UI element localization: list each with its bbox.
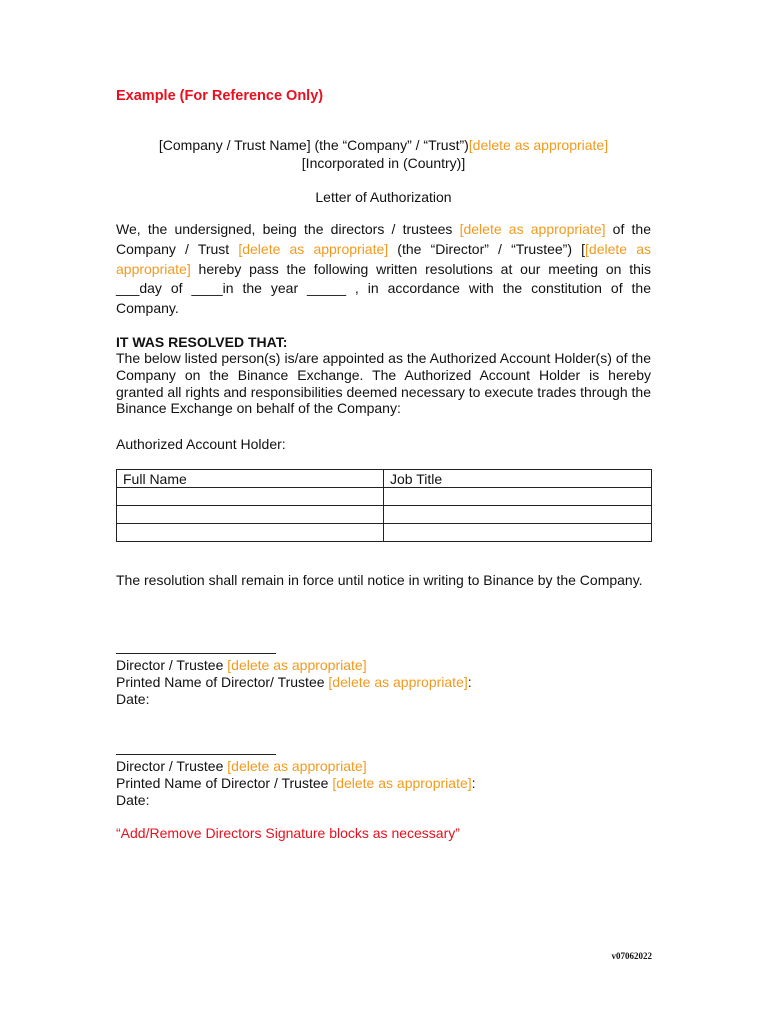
printed-name-label: Printed Name of Director/ Trustee xyxy=(116,674,329,690)
company-name-line xyxy=(116,137,651,153)
add-remove-note: “Add/Remove Directors Signature blocks as necessary” xyxy=(116,825,460,841)
printed-name-line xyxy=(116,775,476,791)
column-header-job-title: Job Title xyxy=(384,470,652,488)
printed-name-note: [delete as appropriate] xyxy=(328,674,468,690)
incorporated-line: [Incorporated in (Country)] xyxy=(301,155,466,171)
table-cell-job-title[interactable] xyxy=(384,506,652,524)
resolution-body: The below listed person(s) is/are appointed as the Authorized Account Holder(s) of the Company on the Binance Exchange. The Authorized Account Holder is hereby granted all rights and responsibilities deemed necessary to execute trades through the Binance Exchange on behalf of the Company: xyxy=(116,350,651,417)
table-header-row xyxy=(117,470,652,488)
signature-role: Director / Trustee xyxy=(116,657,228,673)
signature-role-note: [delete as appropriate] xyxy=(227,758,367,774)
intro-text-3: (the “Director” / “Trustee”) [ xyxy=(388,240,586,257)
company-delete-note: [delete as appropriate] xyxy=(468,137,609,153)
table-cell-job-title[interactable] xyxy=(384,524,652,542)
date-label: Date: xyxy=(116,691,150,707)
version-code: v07062022 xyxy=(611,951,652,961)
signature-line[interactable] xyxy=(116,754,276,755)
holder-label: Authorized Account Holder: xyxy=(116,436,286,452)
example-label: Example (For Reference Only) xyxy=(116,88,324,104)
printed-name-line xyxy=(116,674,472,690)
company-name-text: [Company / Trust Name] (the “Company” / “Trust”) xyxy=(158,137,469,153)
intro-text-4: hereby pass the following written resolutions at our meeting on this ___day of ____in the year _____ , in accordance with the constitution of the Company. xyxy=(116,260,651,317)
printed-name-label: Printed Name of Director / Trustee xyxy=(116,775,333,791)
date-label: Date: xyxy=(116,792,150,808)
intro-paragraph xyxy=(116,220,651,319)
intro-text-1: We, the undersigned, being the directors / trustees xyxy=(116,221,460,237)
table-row xyxy=(117,524,652,542)
signature-role-line xyxy=(116,758,367,774)
table-row xyxy=(117,506,652,524)
account-holder-table xyxy=(116,469,652,542)
intro-note-1: [delete as appropriate] xyxy=(459,221,606,237)
table-cell-job-title[interactable] xyxy=(384,488,652,506)
signature-role-line xyxy=(116,657,367,673)
printed-name-note: [delete as appropriate] xyxy=(332,775,472,791)
resolution-heading: IT WAS RESOLVED THAT: xyxy=(116,334,288,350)
closing-paragraph: The resolution shall remain in force until notice in writing to Binance by the Company. xyxy=(116,572,643,588)
column-header-full-name: Full Name xyxy=(117,470,384,488)
table-cell-full-name[interactable] xyxy=(117,506,384,524)
table-cell-full-name[interactable] xyxy=(117,488,384,506)
signature-role: Director / Trustee xyxy=(116,758,228,774)
intro-note-2: [delete as appropriate] xyxy=(238,240,389,257)
printed-name-suffix: : xyxy=(467,674,472,690)
table-cell-full-name[interactable] xyxy=(117,524,384,542)
signature-line[interactable] xyxy=(116,653,276,654)
signature-role-note: [delete as appropriate] xyxy=(227,657,367,673)
intro-note-3: [delete as appropriate] xyxy=(116,240,651,277)
intro-text-2: of the Company / Trust xyxy=(116,221,651,257)
letter-title: Letter of Authorization xyxy=(315,189,452,205)
printed-name-suffix: : xyxy=(471,775,476,791)
table-row xyxy=(117,488,652,506)
